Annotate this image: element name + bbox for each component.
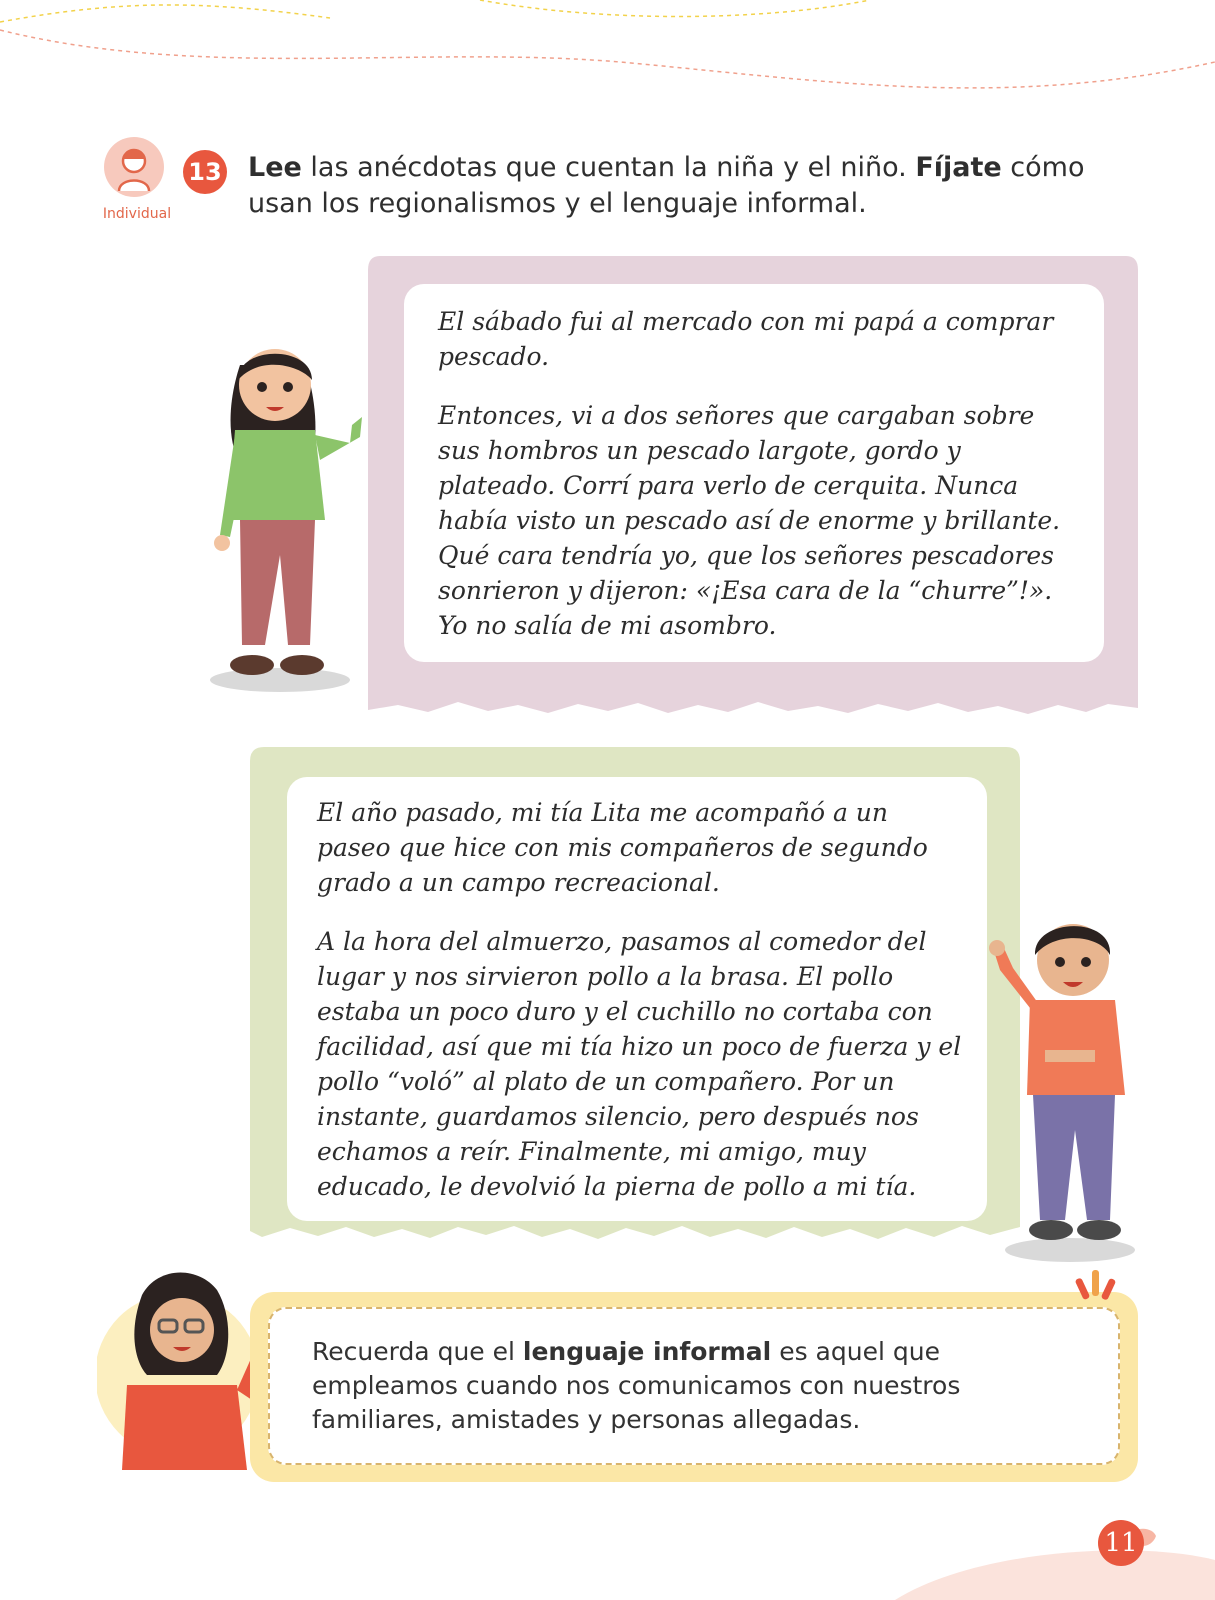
anecdote-girl-paragraph-2: Entonces, vi a dos señores que cargaban sobre sus hombros un pescado largote, gordo y plateado. Corrí para verlo de cerquita. Nunca había visto un pescado así de enorme y brillante. Qué cara tendría yo, que los señores pescadores sonrieron y dijeron: «¡Esa cara de la “churre”!». Yo no salía de mi asombro. <box>438 401 1061 640</box>
anecdote-girl-card <box>404 284 1104 662</box>
anecdote-girl-paragraph-1: El sábado fui al mercado con mi papá a comprar pescado. <box>438 307 1054 371</box>
activity-mode-label: Individual <box>102 206 172 222</box>
note-text <box>312 1335 1072 1437</box>
sparkle-icon <box>1075 1268 1120 1308</box>
decorative-corner-shape <box>895 1540 1215 1600</box>
page-number: 11 <box>1098 1520 1144 1566</box>
activity-instruction <box>248 150 1128 222</box>
boy-character-illustration <box>985 900 1155 1270</box>
instruction-text-2: cómo usan los regionalismos y el lenguaje informal. <box>248 152 1085 219</box>
anecdote-boy-card <box>287 777 987 1221</box>
note-text-1: Recuerda que el <box>312 1337 523 1366</box>
student-girl-icon <box>104 137 164 197</box>
activity-number-badge: 13 <box>183 150 227 194</box>
girl-character-illustration <box>200 325 370 705</box>
note-text-2: es aquel que empleamos cuando nos comunicamos con nuestros familiares, amistades y personas allegadas. <box>312 1337 961 1434</box>
anecdote-boy-paragraph-2: A la hora del almuerzo, pasamos al comedor del lugar y nos sirvieron pollo a la brasa. El pollo estaba un poco duro y el cuchillo no cortaba con facilidad, así que mi tía hizo un poco de fuerza y el pollo “voló” al plato de un compañero. Por un instante, guardamos silencio, pero después nos echamos a reír. Finalmente, mi amigo, muy educado, le devolvió la pierna de pollo a mi tía. <box>317 927 962 1201</box>
instruction-bold-notice: Fíjate <box>915 152 1002 183</box>
instruction-bold-read: Lee <box>248 152 302 183</box>
instruction-text-1: las anécdotas que cuentan la niña y el niño. <box>301 152 916 183</box>
note-bold-informal-language: lenguaje informal <box>522 1337 772 1366</box>
anecdote-boy-paragraph-1: El año pasado, mi tía Lita me acompañó a un paseo que hice con mis compañeros de segundo grado a un campo recreacional. <box>317 798 928 897</box>
decorative-wave-lines <box>0 0 1215 110</box>
